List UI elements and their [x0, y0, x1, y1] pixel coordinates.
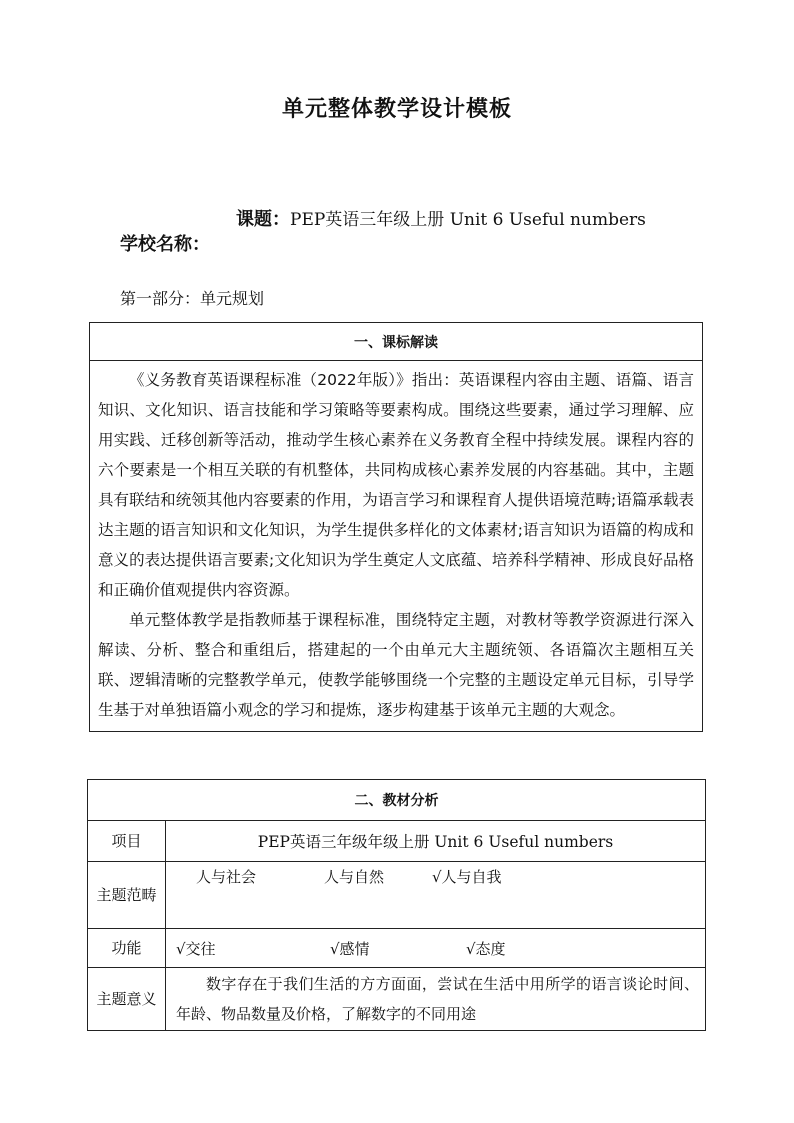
school-name-label: 学校名称：: [120, 234, 210, 255]
document-title: 单元整体教学设计模板: [281, 97, 512, 122]
part-heading: 第一部分：单元规划: [120, 289, 265, 308]
category-option: 人与自然: [324, 868, 385, 886]
item-value: PEP英语三年级年级上册 Unit 6 Useful numbers: [166, 821, 706, 862]
category-label: 主题范畴: [88, 862, 166, 929]
meaning-label: 主题意义: [88, 968, 166, 1031]
function-options: [166, 929, 706, 968]
topic-label: 课题：: [236, 209, 290, 230]
curriculum-heading: 一、课标解读: [90, 323, 703, 361]
curriculum-table: [89, 322, 703, 732]
function-option: √态度: [466, 939, 506, 958]
table-row: [88, 862, 706, 929]
meaning-text: 数字存在于我们生活的方方面面，尝试在生活中用所学的语言谈论时间、年龄、物品数量及价格，了解数字的不同用途: [166, 968, 706, 1031]
function-option: √交往: [176, 939, 216, 958]
category-options: [166, 862, 706, 929]
analysis-heading: 二、教材分析: [88, 780, 706, 821]
table-row: [88, 968, 706, 1031]
curriculum-paragraph: 《义务教育英语课程标准（2022年版）》指出：英语课程内容由主题、语篇、语言知识、文化知识、语言技能和学习策略等要素构成。围绕这些要素，通过学习理解、应用实践、迁移创新等活动，推动学生核心素养在义务教育全程中持续发展。课程内容的六个要素是一个相互关联的有机整体，共同构成核心素养发展的内容基础。其中，主题具有联结和统领其他内容要素的作用，为语言学习和课程育人提供语境范畴;语篇承载表达主题的语言知识和文化知识，为学生提供多样化的文体素材;语言知识为语篇的构成和意义的表达提供语言要素;文化知识为学生奠定人文底蕴、培养科学精神、形成良好品格和正确价值观提供内容资源。: [98, 371, 694, 599]
curriculum-paragraph: 单元整体教学是指教师基于课程标准，围绕特定主题，对教材等教学资源进行深入解读、分析、整合和重组后，搭建起的一个由单元大主题统领、各语篇次主题相互关联、逻辑清晰的完整教学单元，使教学能够围绕一个完整的主题设定单元目标，引导学生基于对单独语篇小观念的学习和提炼，逐步构建基于该单元主题的大观念。: [98, 611, 694, 719]
curriculum-body: [90, 361, 703, 732]
table-row: [88, 821, 706, 862]
category-option: √人与自我: [432, 868, 502, 886]
function-option: √感情: [330, 939, 370, 958]
function-label: 功能: [88, 929, 166, 968]
textbook-analysis-table: [87, 779, 706, 1031]
topic-value: PEP英语三年级上册 Unit 6 Useful numbers: [290, 210, 646, 230]
topic-line: [236, 205, 646, 231]
category-option: 人与社会: [196, 868, 257, 886]
table-row: [88, 929, 706, 968]
item-label: 项目: [88, 821, 166, 862]
